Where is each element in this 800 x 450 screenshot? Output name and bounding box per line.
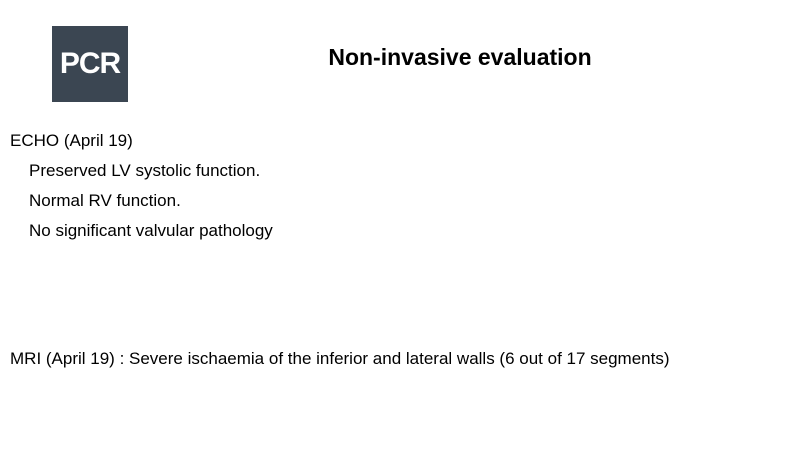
- mri-line: MRI (April 19) : Severe ischaemia of the inferior and lateral walls (6 out of 17 segments): [10, 349, 670, 368]
- echo-item-2: Normal RV function.: [29, 190, 181, 210]
- content-body: [10, 130, 790, 250]
- echo-item-3: No significant valvular pathology: [29, 220, 273, 240]
- pcr-logo: [52, 26, 128, 102]
- echo-item-1: Preserved LV systolic function.: [29, 160, 261, 180]
- pcr-logo-text: PCR: [59, 47, 121, 80]
- page-title: Non-invasive evaluation: [328, 44, 592, 70]
- echo-heading: ECHO (April 19): [10, 131, 133, 150]
